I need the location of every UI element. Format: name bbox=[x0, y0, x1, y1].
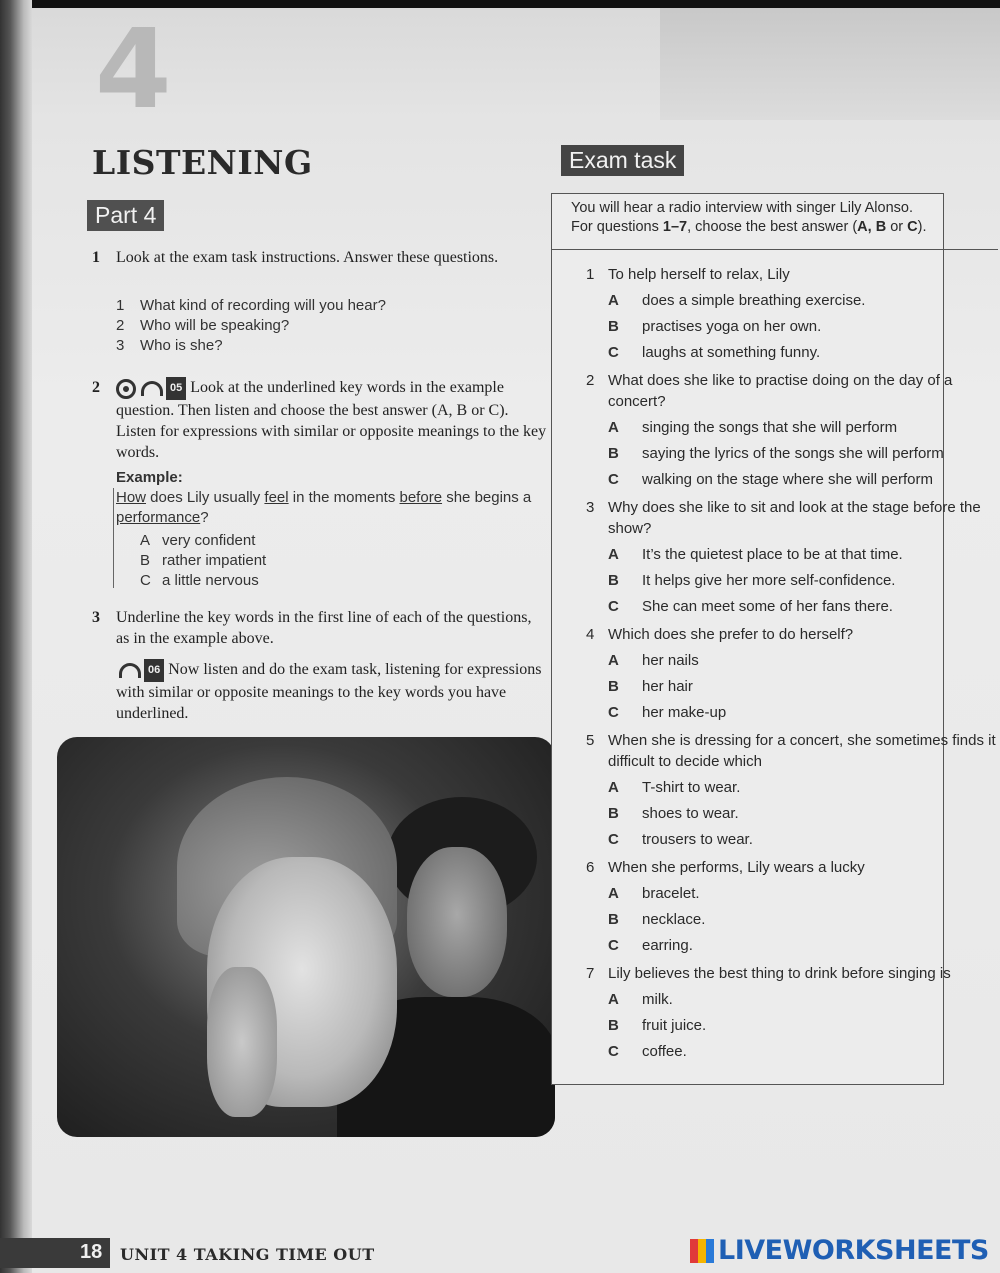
list-item: 1 What kind of recording will you hear? bbox=[116, 297, 386, 314]
example-option[interactable]: B rather impatient bbox=[140, 552, 267, 569]
answer-option[interactable]: B fruit juice. bbox=[608, 1017, 707, 1034]
example-title: Example: bbox=[116, 469, 183, 486]
question-1 bbox=[92, 247, 547, 268]
instruction-text: Now listen and do the exam task, listening for expressions with similar or opposite meanings to the key words you have underlined. bbox=[116, 661, 542, 722]
question-3 bbox=[92, 607, 547, 649]
answer-option[interactable]: B practises yoga on her own. bbox=[608, 318, 822, 335]
question-number: 3 bbox=[92, 609, 100, 626]
answer-option[interactable]: B shoes to wear. bbox=[608, 805, 739, 822]
example-rule bbox=[113, 488, 114, 588]
headphones-icon bbox=[119, 663, 141, 678]
example-option[interactable]: A very confident bbox=[140, 532, 256, 549]
question-text: Look at the underlined key words in the example question. Then listen and choose the best answer (A, B or C). Listen for expressions with similar or opposite meanings to the key words. bbox=[116, 379, 547, 461]
answer-option[interactable]: A her nails bbox=[608, 652, 699, 669]
unit-number: 4 bbox=[95, 5, 168, 133]
section-title: LISTENING bbox=[92, 143, 313, 182]
answer-option[interactable]: B her hair bbox=[608, 678, 693, 695]
answer-option[interactable]: A It’s the quietest place to be at that time. bbox=[608, 546, 903, 563]
exam-question: 6 When she performs, Lily wears a lucky A bracelet. B necklace. C earring. bbox=[586, 857, 996, 956]
track-badge: 06 bbox=[144, 659, 164, 682]
question-number: 1 bbox=[92, 249, 100, 266]
answer-option[interactable]: B necklace. bbox=[608, 911, 706, 928]
answer-option[interactable]: A milk. bbox=[608, 991, 673, 1008]
example-question: How does Lily usually feel in the moments before she begins a performance? bbox=[116, 489, 532, 526]
binding-edge bbox=[0, 0, 32, 1273]
answer-option[interactable]: C trousers to wear. bbox=[608, 831, 753, 848]
answer-option[interactable]: C She can meet some of her fans there. bbox=[608, 598, 893, 615]
exam-question: 7 Lily believes the best thing to drink before singing is A milk. B fruit juice. C coffee. bbox=[586, 963, 996, 1062]
header-shadow bbox=[660, 0, 1000, 120]
question-text: Look at the exam task instructions. Answer these questions. bbox=[116, 249, 499, 266]
part-label: Part 4 bbox=[87, 200, 164, 231]
example-options bbox=[140, 531, 546, 591]
answer-option[interactable]: C laughs at something funny. bbox=[608, 344, 821, 361]
list-item: 2 Who will be speaking? bbox=[116, 317, 290, 334]
exam-question-list bbox=[586, 264, 996, 1062]
answer-option[interactable]: A singing the songs that she will perform bbox=[608, 419, 898, 436]
exam-task-label: Exam task bbox=[561, 145, 684, 176]
question-text: Underline the key words in the first line of each of the questions, as in the example above. bbox=[116, 609, 532, 647]
question-1-list bbox=[116, 296, 536, 356]
answer-option[interactable]: A T-shirt to wear. bbox=[608, 779, 741, 796]
exam-question: 1 To help herself to relax, Lily A does a simple breathing exercise. B practises yoga on her own. C laughs at something funny. bbox=[586, 264, 996, 363]
headphones-icon bbox=[141, 381, 163, 396]
answer-option[interactable]: C her make-up bbox=[608, 704, 727, 721]
answer-option[interactable]: C earring. bbox=[608, 937, 693, 954]
unit-title: UNIT 4 TAKING TIME OUT bbox=[120, 1245, 375, 1264]
exam-question: 5 When she is dressing for a concert, she sometimes finds it difficult to decide which A T-shirt to wear. B shoes to wear. C trousers to wear. bbox=[586, 732, 996, 848]
answer-option[interactable]: A bracelet. bbox=[608, 885, 700, 902]
exam-instructions: You will hear a radio interview with singer Lily Alonso. For questions 1–7, choose the best answer (A, B or C). bbox=[571, 200, 927, 235]
liveworksheets-logo[interactable] bbox=[690, 1235, 989, 1266]
question-number: 2 bbox=[92, 379, 100, 396]
list-item: 3 Who is she? bbox=[116, 337, 223, 354]
answer-option[interactable]: B saying the lyrics of the songs she will perform bbox=[608, 445, 944, 462]
answer-option[interactable]: A does a simple breathing exercise. bbox=[608, 292, 866, 309]
page-number: 18 bbox=[80, 1241, 103, 1263]
exam-question: 4 Which does she prefer to do herself? A her nails B her hair C her make-up bbox=[586, 624, 996, 723]
track-badge: 05 bbox=[166, 377, 186, 400]
example-box bbox=[116, 468, 546, 591]
answer-option[interactable]: C coffee. bbox=[608, 1043, 687, 1060]
brand-text: LIVEWORKSHEETS bbox=[718, 1235, 989, 1266]
speaking-icon bbox=[116, 379, 136, 399]
answer-option[interactable]: C walking on the stage where she will perform bbox=[608, 471, 933, 488]
exam-question: 3 Why does she like to sit and look at the stage before the show? A It’s the quietest place to be at that time. B It helps give her more self-confidence. C She can meet some of her fans there. bbox=[586, 497, 996, 617]
answer-option[interactable]: B It helps give her more self-confidence. bbox=[608, 572, 896, 589]
liveworksheets-icon bbox=[690, 1239, 714, 1263]
question-2 bbox=[92, 377, 547, 463]
question-3-listen bbox=[92, 659, 547, 724]
singer-photo bbox=[57, 737, 555, 1137]
divider bbox=[551, 249, 998, 250]
example-option[interactable]: C a little nervous bbox=[140, 572, 259, 589]
exam-question: 2 What does she like to practise doing on the day of a concert? A singing the songs that she will perform B saying the lyrics of the songs she will perform C walking on the stage where she will perform bbox=[586, 370, 996, 490]
